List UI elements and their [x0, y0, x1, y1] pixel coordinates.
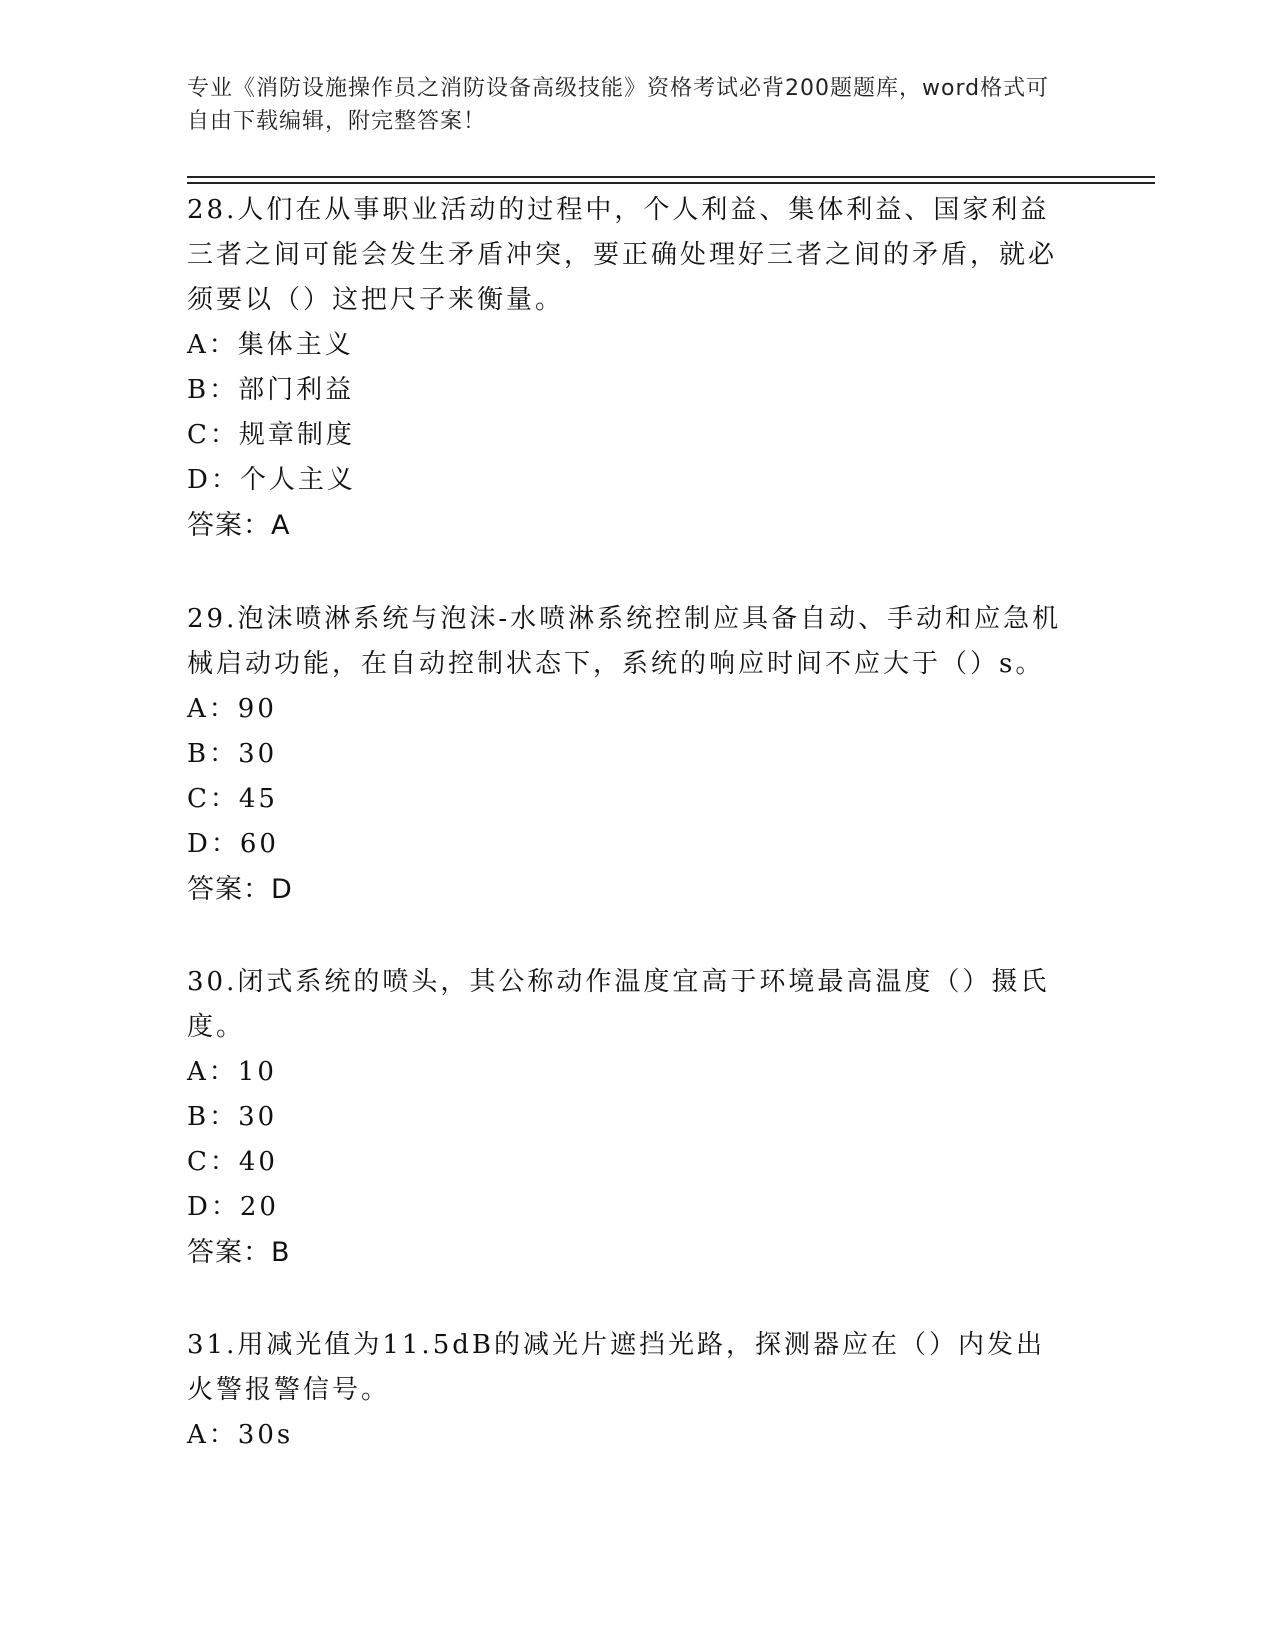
question-stem: 28.人们在从事职业活动的过程中，个人利益、集体利益、国家利益三者之间可能会发生矛盾冲突，要正确处理好三者之间的矛盾，就必须要以（）这把尺子来衡量。 [187, 195, 1058, 315]
question-31 [187, 1323, 1067, 1458]
option-a: A：30s [187, 1420, 294, 1450]
answer-line: 答案：A [187, 510, 291, 541]
option-c: C：规章制度 [187, 420, 355, 450]
answer-line: 答案：B [187, 1237, 291, 1268]
document-header-text: 专业《消防设施操作员之消防设备高级技能》资格考试必背200题题库，word格式可自由下载编辑，附完整答案！ [187, 76, 1050, 134]
question-stem: 30.闭式系统的喷头，其公称动作温度宜高于环境最高温度（）摄氏度。 [187, 967, 1050, 1042]
option-b: B：30 [187, 1102, 278, 1132]
option-b: B：部门利益 [187, 375, 355, 405]
answer-line: 答案：D [187, 874, 293, 905]
option-c: C：45 [187, 784, 278, 814]
question-stem: 31.用减光值为11.5dB的减光片遮挡光路，探测器应在（）内发出火警报警信号。 [187, 1330, 1045, 1405]
option-d: D：20 [187, 1192, 279, 1222]
option-b: B：30 [187, 739, 278, 769]
option-d: D：个人主义 [187, 465, 356, 495]
question-30 [187, 960, 1067, 1275]
option-a: A：集体主义 [187, 330, 354, 360]
header-divider-top [187, 176, 1155, 178]
question-29 [187, 597, 1067, 912]
option-a: A：10 [187, 1057, 277, 1087]
option-d: D：60 [187, 829, 279, 859]
option-a: A：90 [187, 694, 277, 724]
header-divider-bottom [187, 182, 1155, 184]
question-28 [187, 188, 1067, 548]
question-stem: 29.泡沫喷淋系统与泡沫-水喷淋系统控制应具备自动、手动和应急机械启动功能，在自动控制状态下，系统的响应时间不应大于（）s。 [187, 604, 1062, 679]
option-c: C：40 [187, 1147, 278, 1177]
